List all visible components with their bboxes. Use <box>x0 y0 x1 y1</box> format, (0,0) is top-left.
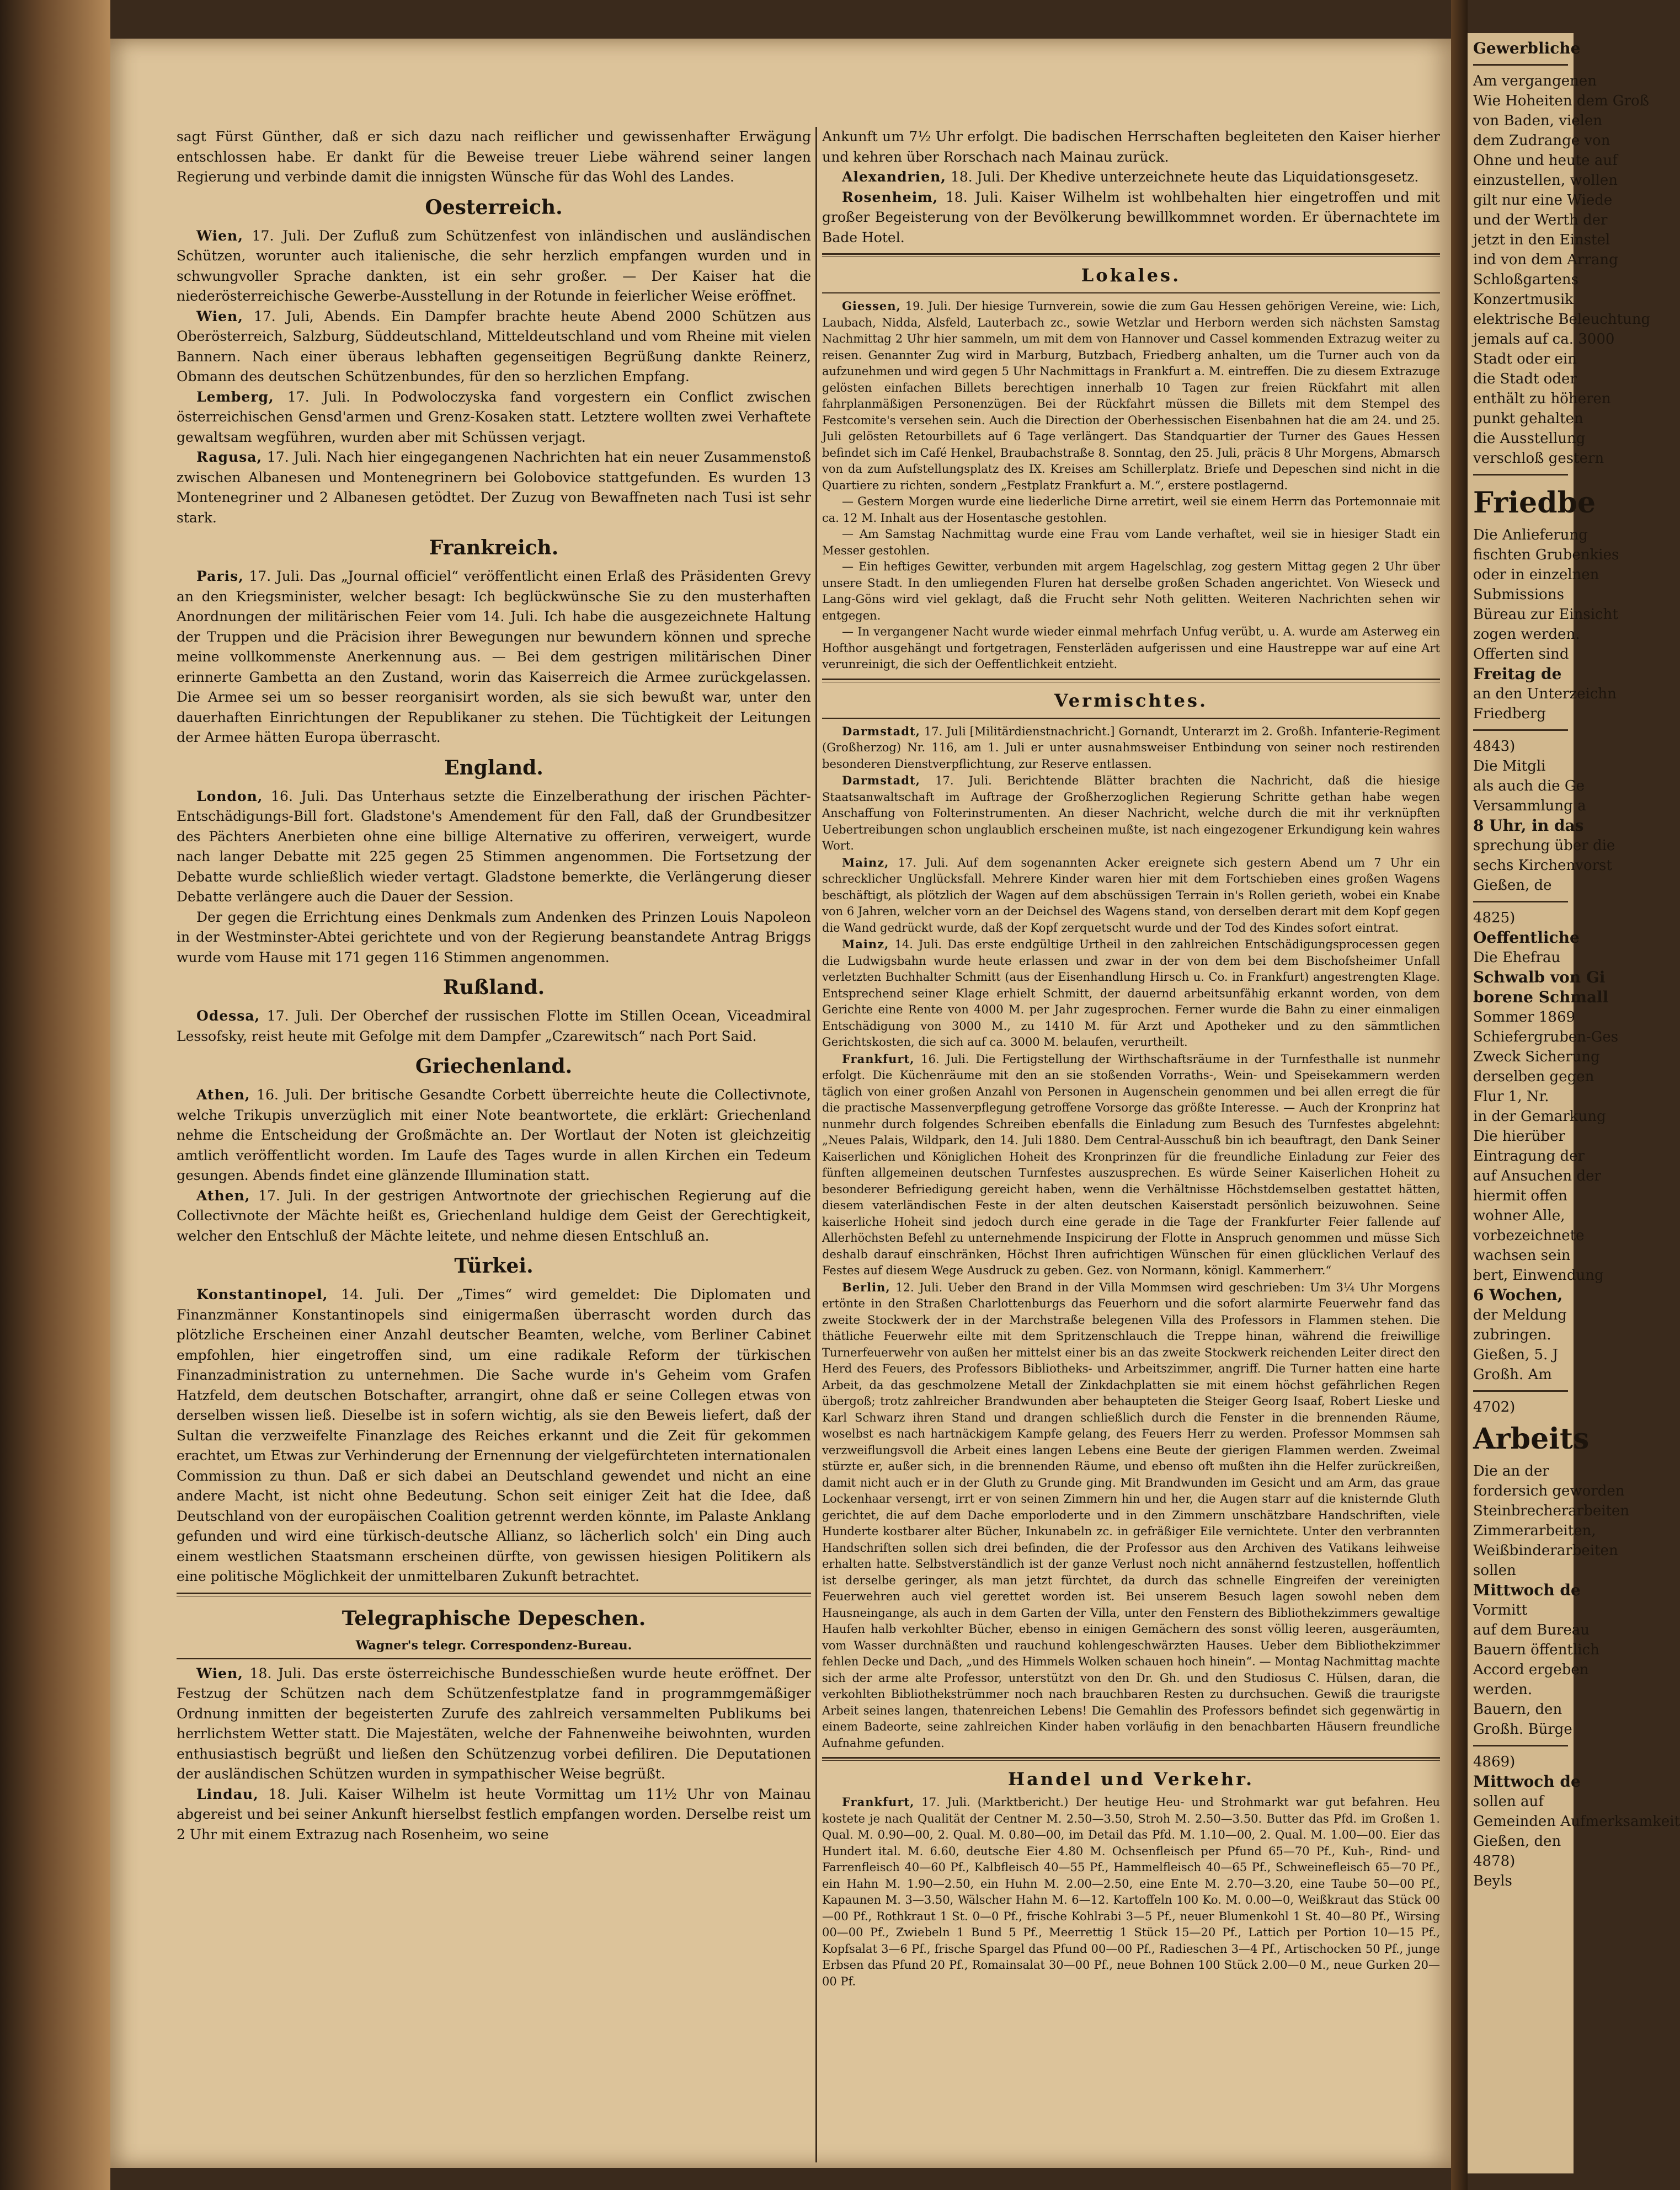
np-line: Konzertmusik <box>1473 291 1574 308</box>
np-line: Steinbrecherarbeiten <box>1473 1503 1630 1519</box>
section-divider <box>822 1757 1440 1761</box>
news-item: Lindau, 18. Juli. Kaiser Wilhelm ist heute Vormittag um 11½ Uhr von Mainau abgereist und bei seiner Ankunft hierselbst festlich empfangen worden. Derselbe reist um 2 Uhr mit einem Extrazug nach Rosenheim, wo seine <box>177 1786 811 1842</box>
np-line: Flur 1, Nr. <box>1473 1088 1549 1105</box>
section-heading-russland: Rußland. <box>442 976 545 999</box>
news-item: Frankfurt, 16. Juli. Die Fertigstellung der Wirthschaftsräume in der Turnfesthalle ist nunmehr erfolgt. Die Küchenräume mit den an sie stoßenden Vorraths-, Wein- und Speisekammern werden täglich von einer großen Anzahl von Personen in Augenschein genommen und bei allen erregt die für die practische Massenverpflegung getroffene Vorsorge das größte Interesse. — Auch der Kronprinz hat nunmehr durch folgendes Schreiben ebenfalls die Einladung zum Besuch des Turnfestes abgelehnt: „Neues Palais, Wildpark, den 14. Juli 1880. Dem Central-Ausschuß bin ich beauftragt, den Dank Seiner Kaiserlichen und Königlichen Hoheit des Kronprinzen für die freundliche Einladung zur Feier des fünften allgemeinen deutschen Turnfestes auszusprechen. Es würde Seiner Kaiserlichen Hoheit zu besonderer Befriedigung gereicht haben, wenn die Verhältnisse Höchstdemselben gestattet hätten, diesem vaterländischen Feste in der alten deutschen Kaiserstadt persönlich beizuwohnen. Seine kaiserliche Hoheit sind jedoch durch eine gerade in die Tage der Frankfurter Feier fallende auf Allerhöchsten Befehl zu unternehmende Inspicirung der Flotte in Anspruch genommen und müsse Sich deshalb darauf einschränken, Höchst Ihren aufrichtigen Wünschen für einen glücklichen Verlauf des Festes auf diesem Wege Ausdruck zu geben. Gez. von Normann, königl. Kammerherr.“ <box>822 1051 1440 1277</box>
np-line: Die hierüber <box>1473 1128 1565 1145</box>
news-item: Wien, 17. Juli. Der Zufluß zum Schützenfest von inländischen und ausländischen Schützen, worunter auch italienische, die sehr herzlich empfangen wurden und in schwungvoller Sprache dankten, ist ein sehr großer. — Der Kaiser hat die niederösterreichische Gewerbe-Ausstellung in der Rotunde in feierlicher Weise eröffnet. <box>177 227 811 304</box>
np-line: hiermit offen <box>1473 1188 1567 1204</box>
column-rule <box>815 127 817 2162</box>
np-line: wohner Alle, <box>1473 1208 1565 1224</box>
np-line: 4878) <box>1473 1853 1516 1869</box>
np-heading: Arbeits <box>1473 1422 1590 1456</box>
np-line: derselben gegen <box>1473 1069 1594 1085</box>
section-heading-england: England. <box>444 756 543 779</box>
np-line: Wie Hoheiten dem Groß <box>1473 93 1650 109</box>
np-line: Gemeinden Aufmerksamkeit <box>1473 1813 1680 1830</box>
np-line: 4702) <box>1473 1399 1516 1416</box>
news-item: Mainz, 14. Juli. Das erste endgültige Urtheil in den zahlreichen Entschädigungsprocessen gegen die Ludwigsbahn wurde heute erlassen und zwar in der von dem bei dem Bischofsheimer Unfall verletzten Buchhalter Schmitt (aus der Eisenhandlung Hirsch u. Co. in Frankfurt) angestrengten Klage. Entsprechend seiner Klage erhielt Schmitt, der dauernd arbeitsunfähig erkannt worden, von dem Gerichte eine Rente von 4000 M. per Jahr zugesprochen. Ferner wurde die Bahn zu einer einmaligen Entschädigung von 3000 M., zu 1410 M. für Arzt und Apotheker und zu den sämmtlichen Gerichtskosten, die sich auf ca. 3000 M. belaufen, verurtheilt. <box>822 937 1440 1049</box>
np-heading: Friedbe <box>1473 486 1596 520</box>
news-item: Wien, 18. Juli. Das erste österreichische Bundesschießen wurde heute eröffnet. Der Festzug der Schützen nach dem Schützenfestplatze fand in programmgemäßiger Ordnung inmitten der begeisterten Zurufe des zahlreich versammelten Publikums bei herrlichstem Wetter statt. Die Majestäten, welche der Fahnenweihe beiwohnten, wurden enthusiastisch begrüßt und ließen den Schützenzug vorbei defiliren. Die Deputationen der ausländischen Schützen wurden in sympathischer Weise begrüßt. <box>177 1665 811 1782</box>
np-line: Schwalb von Gi <box>1473 968 1606 986</box>
np-line: sollen auf <box>1473 1793 1544 1810</box>
news-item: Darmstadt, 17. Juli. Berichtende Blätter brachten die Nachricht, daß die hiesige Staatsanwaltschaft im Auftrage der Großherzoglichen Regierung Schritte gethan habe wegen Anschaffung von Folterinstrumenten. An dieser Nachricht, welche durch die mit ihr verknüpften Uebertreibungen schon unglaublich erscheinen mußte, ist nach eingezogener Erkundigung kein wahres Wort. <box>822 773 1440 852</box>
np-line: werden. <box>1473 1681 1533 1698</box>
news-item: — In vergangener Nacht wurde wieder einmal mehrfach Unfug verübt, u. A. wurde am Asterweg ein Hofthor ausgehängt und fortgetragen, Fensterläden aufgerissen und eine Haustreppe war auf eine Art verunreinigt, die sich der Oeffentlichkeit entzieht. <box>822 625 1440 671</box>
np-divider <box>1473 729 1568 731</box>
np-line: Versammlung a <box>1473 798 1586 814</box>
np-line: Zweck Sicherung <box>1473 1049 1600 1065</box>
news-item: Athen, 16. Juli. Der britische Gesandte Corbett überreichte heute die Collectivnote, welche Trikupis unverzüglich mit einer Note beantwortete, die erklärt: Griechenland nehme die Entscheidung der Großmächte an. Der Wortlaut der Noten ist gleichzeitig amtlich veröffentlicht worden. Im Laufe des Tages wurde in allen Kirchen ein Tedeum gesungen. Abends findet eine glänzende Illumination statt. <box>177 1087 811 1183</box>
np-line: an den Unterzeichn <box>1473 686 1617 702</box>
np-line: 4825) <box>1473 910 1516 926</box>
news-item: Odessa, 17. Juli. Der Oberchef der russischen Flotte im Stillen Ocean, Viceadmiral Lessofsky, reist heute mit Gefolge mit dem Dampfer „Czarewitsch“ nach Port Said. <box>177 1008 812 1044</box>
news-item: — Gestern Morgen wurde eine liederliche Dirne arretirt, weil sie einem Herrn das Portemonnaie mit ca. 12 M. Inhalt aus der Hosentasche gestohlen. <box>822 495 1440 525</box>
section-heading-oesterreich: Oesterreich. <box>425 195 563 219</box>
news-item: Konstantinopel, 14. Juli. Der „Times“ wird gemeldet: Die Diplomaten und Finanzmänner Konstantinopels sind einigermaßen überrascht worden durch das plötzliche Erscheinen einer Anzahl deutscher Beamten, welche, vom Berliner Cabinet empfohlen, hier eingetroffen sind, um eine radikale Reform der türkischen Finanzadministration zu unternehmen. Die Sache wurde in's Geheim vom Grafen Hatzfeld, dem deutschen Botschafter, arrangirt, ohne daß er seine Collegen etwas von derselben wissen ließ. Dieselbe ist in sofern wichtig, als sie den Beweis liefert, daß der Sultan die verzweifelte Finanzlage des Reiches erkannt und die Zeit für gekommen erachtet, um Etwas zur Verhinderung der Ernennung der vielgefürchteten internationalen Commission zu thun. Daß er sich dabei an Deutschland gewendet und nicht an eine andere Macht, ist nicht ohne Bedeutung. Schon seit einiger Zeit hat die Idee, daß Deutschland von der europäischen Coalition getrennt werden könnte, im Palaste Anklang gefunden und wird eine türkisch-deutsche Allianz, so lächerlich solch' ein Ding auch einem westlichen Staatsmann erscheinen dürfte, von gewissen hiesigen Politikern als eine politische Möglichkeit der unmittelbaren Zukunft betrachtet. <box>177 1286 812 1584</box>
np-divider <box>1473 474 1568 476</box>
news-item: Athen, 17. Juli. In der gestrigen Antwortnote der griechischen Regierung auf die Collectivnote der Mächte heißt es, Griechenland huldige dem Geist der Gerechtigkeit, welcher den Entschluß der Mächte leitete, und nehme diesen Entschluß an. <box>177 1187 812 1244</box>
np-line: sollen <box>1473 1562 1516 1579</box>
np-line: gilt nur eine Wiede <box>1473 192 1613 209</box>
np-line: Submissions <box>1473 586 1564 603</box>
np-line: ind von dem Arrang <box>1473 252 1618 268</box>
news-item: — Am Samstag Nachmittag wurde eine Frau vom Lande verhaftet, weil sie in hiesiger Stadt ein Messer gestohlen. <box>822 527 1440 557</box>
np-line: verschloß gestern <box>1473 450 1604 467</box>
section-heading-frankreich: Frankreich. <box>429 536 559 559</box>
np-line: als auch die Ge <box>1473 778 1585 794</box>
np-line: Gießen, de <box>1473 877 1552 894</box>
np-line: Großh. Am <box>1473 1366 1552 1383</box>
heading-divider <box>822 292 1440 293</box>
telegraph-subheading: Wagner's telegr. Correspondenz-Bureau. <box>355 1638 632 1653</box>
news-item: Der gegen die Errichtung eines Denkmals zum Andenken des Prinzen Louis Napoleon in der Westminster-Abtei gerichtete und von der Regierung beanstandete Antrag Briggs wurde vom Hause mit 171 gegen 116 Stimmen angenommen. <box>177 909 811 965</box>
np-line: punkt gehalten <box>1473 410 1583 427</box>
np-line: Die Mitgli <box>1473 758 1546 774</box>
news-item: Paris, 17. Juli. Das „Journal officiel“ veröffentlicht einen Erlaß des Präsidenten Grevy an den Kriegsminister, welcher besagt: Ich beglückwünsche Sie zu den musterhaften Anordnungen der militärischen Feier vom 14. Juli. Ich habe die ausgezeichnete Haltung der Truppen und die Präcision ihrer Bewegungen nur bewundern können und spreche meine vollkommenste Anerkennung aus. — Bei dem gestrigen militärischen Diner erinnerte Gambetta an den Zustand, worin das Kaiserreich die Armee zurückgelassen. Die Armee sei um so besser reorganisirt worden, als sie sich bewußt war, unter den dauerhaften Einrichtungen der Republikaner zu stehen. Die Tüchtigkeit der Leitungen der Armee hätten Europa überrascht. <box>177 568 811 745</box>
news-item: Rosenheim, 18. Juli. Kaiser Wilhelm ist wohlbehalten hier eingetroffen und mit großer Begeisterung von der Bevölkerung bewillkommnet worden. Er übernachtete im Bade Hotel. <box>822 189 1440 245</box>
np-line: die Ausstellung <box>1473 430 1586 447</box>
news-item: Wien, 17. Juli, Abends. Ein Dampfer brachte heute Abend 2000 Schützen aus Oberösterreich, Salzburg, Süddeutschland, Mitteldeutschland und vom Rheine mit vielen Bannern. Nach einer überaus lebhaften gegenseitigen Begrüßung dankte Reinerz, Obmann des deutschen Schützenbundes, für den so herzlichen Empfang. <box>177 308 812 384</box>
news-item: Frankfurt, 17. Juli. (Marktbericht.) Der heutige Heu- und Strohmarkt war gut befahren. Heu kostete je nach Qualität der Centner M. 2.50—3.50, Stroh M. 2.50—3.50. Butter das Pfd. im Großen 1. Qual. M. 0.90—00, 2. Qual. M. 0.80—00, im Detail das Pfd. M. 1.10—00, 2. Qual. M. 1.00—00. Eier das Hundert ital. M. 6.60, deutsche Eier 4.80 M. Ochsenfleisch per Pfund 65—70 Pf., Kuh-, Rind- und Farrenfleisch 40—60 Pf., Kalbfleisch 40—55 Pf., Hammelfleisch 40—65 Pf., Schweinefleisch 65—70 Pf., ein Hahn M. 1.90—2.50, ein Huhn M. 2.00—2.50, eine Ente M. 2.70—3.20, eine Taube 50—00 Pf., Kapaunen M. 3—3.50, Wälscher Hahn M. 6—12. Kartoffeln 100 Ko. M. 0.00—0, Weißkraut das Stück 00—00 Pf., Rothkraut 1 St. 0—0 Pf., frische Kohlrabi 3—5 Pf., neuer Blumenkohl 1 St. 40—80 Pf., Wirsing 00—00 Pf., Zwiebeln 1 Bund 5 Pf., Meerrettig 1 Stück 15—20 Pf., Lattich per Portion 10—15 Pf., Kopfsalat 3—6 Pf., frische Spargel das Pfund 00—00 Pf., Radieschen 3—4 Pf., Artischocken 50 Pf., junge Erbsen das Pfund 20 Pf., Romainsalat 30—00 Pf., neue Bohnen 100 Stück 2.00—0 M., neue Gurken 20—00 Pf. <box>822 1795 1440 1988</box>
news-item: Berlin, 12. Juli. Ueber den Brand in der Villa Mommsen wird geschrieben: Um 3¼ Uhr Morgens ertönte in den Straßen Charlottenburgs das Feuerhorn und die sofort alarmirte Feuerwehr fand das zweite Stockwerk der in der Marchstraße belegenen Villa des Professors in Flammen stehen. Die thätliche Feuerwehr eilte mit dem Spritzenschlauch die Treppe hinan, während die freiwillige Turnerfeuerwehr von außen her mittelst einer bis an das zweite Stockwerk reichenden Leiter direct den Herd des Feuers, des Professors Bibliotheks- und Arbeitszimmer, angriff. Die Turner hatten eine harte Arbeit, da das geschmolzene Metall der Zinkdachplatten sie mit einem höchst gefährlichen Regen übergoß; trotz zahlreicher Brandwunden aber behaupteten die Steiger Georg Isaaf, Robert Lieske und Karl Schwarz ihren Stand und drangen schließlich durch die Fenster in die brennenden Räume, woselbst es nach hartnäckigem Kampfe gelang, des Feuers Herr zu werden. Professor Mommsen sah verzweiflungsvoll die Arbeit eines langen Lebens eine Beute der gierigen Flammen werden. Zweimal stürzte er, außer sich, in die brennenden Räume, und ebenso oft mußten ihn die Helfer zurückreißen, damit nicht auch er in der Gluth zu Grunde ging. Mit Brandwunden im Gesicht und am Arm, das graue Lockenhaar versengt, irrt er von seinen Zimmern hin und her, die Augen starr auf die knisternde Gluth gerichtet, die auf dem Dache emporloderte und in den Zimmern unschätzbare Handschriften, viele Hunderte kostbarer alter Bücher, Inkunabeln zc. in gefräßiger Eile vernichtete. Unter den verbrannten Handschriften sollen sich drei befinden, die der Professor aus den Archiven des Vatikans leihweise erhalten hatte. Selbstverständlich ist der ganze Verlust noch nicht annähernd festzustellen, hoffentlich ist derselbe geringer, als man jetzt fürchtet, da durch das schnelle Eingreifen der vereinigten Feuerwehren auch viel gerettet worden ist. Bei unserem Besuch lagen sowohl neben dem Hausneingange, als auch in dem Garten der Villa, unter den Fenstern des Bibliothekzimmers gewaltige Haufen halb verkohlter Bücher, ebenso in einigen Gemächern des sonst völlig leeren, ausgeräumten, vom Wasser durchnäßten und rauchund kohlengeschwärzten Hauses. Ueber dem Bibliothekzimmer fehlen Decke und Dach, „und des Himmels Wolken schauen hoch hinein“. — Montag Nachmittag machte sich der arme alte Professor, unterstützt von den Dr. Gh. und den Studiosus C. Hülsen, daran, die verkohlten Bibliothekstrümmer noch nach brauchbaren Resten zu durchsuchen. Gewiß die traurigste Arbeit seines langen, thatenreichen Lebens! Die Gemahlin des Professors befindet sich gegenwärtig in einem Badeorte, seine zahlreichen Kinder haben vorläufig in den benachbarten Häusern freundliche Aufnahme gefunden. <box>822 1280 1440 1750</box>
news-item: Mainz, 17. Juli. Auf dem sogenannten Acker ereignete sich gestern Abend um 7 Uhr ein schrecklicher Unglücksfall. Mehrere Kinder waren hier mit dem Fortschieben eines großen Wagens beschäftigt, als plötzlich der Wagen auf dem abschüssigen Terrain in's Rollen gerieth, wobei ein Knabe von 6 Jahren, welcher vorn an der Deichsel des Wagens stand, von derselben derart mit dem Kopf gegen die Wand gedrückt wurde, daß der Kopf zerquetscht wurde und der Tod des Kindes sofort eintrat. <box>822 855 1440 934</box>
np-line: auf dem Bureau <box>1473 1622 1590 1638</box>
section-heading-telegraph: Telegraphische Depeschen. <box>342 1606 646 1630</box>
np-line: 4843) <box>1473 738 1516 755</box>
np-line: Gießen, 5. J <box>1473 1347 1558 1363</box>
section-heading-lokales: Lokales. <box>1081 265 1181 286</box>
left-column <box>177 127 811 1845</box>
np-line: und der Werth der <box>1473 212 1608 228</box>
np-line: borene Schmall <box>1473 988 1609 1006</box>
news-item: Giessen, 19. Juli. Der hiesige Turnverein, sowie die zum Gau Hessen gehörigen Vereine, wie: Lich, Laubach, Nidda, Alsfeld, Lauterbach zc., sowie Wetzlar und Herborn werden sich nächsten Samstag Nachmittag 2 Uhr hier sammeln, um mit dem von Hannover und Cassel kommenden Extrazug weiter zu reisen. Genannter Zug wird in Marburg, Butzbach, Friedberg anhalten, um die Turner auch von da aufzunehmen und wird gegen 5 Uhr Nachmittags in Frankfurt a. M. eintreffen. Die zu diesem Extrazuge gelösten einfachen Billets berechtigen innerhalb 10 Tagen zur freien Rückfahrt mit allen fahrplanmäßigen Personenzügen. Bei der Rückfahrt müssen die Billets mit dem Stempel des Festcomite's versehen sein. Auch die Direction der Oberhessischen Eisenbahnen hat die am 24. und 25. Juli gelösten Retourbillets auf 6 Tage verlängert. Das Standquartier der Turner des Gaues Hessen befindet sich im Café Henkel, Braubachstraße 8. Sonntag, den 25. Juli, präcis 8 Uhr Morgens, Abmarsch von da zum Aufstellungsplatz des IX. Kreises am Schillerplatz. Briefe und Depeschen sind nicht in die Quartiere zu richten, sondern „Festplatz Frankfurt a. M.“, erstere postlagernd. <box>822 299 1440 492</box>
np-line: Accord ergeben <box>1473 1662 1589 1678</box>
np-line: sprechung über die <box>1473 837 1615 854</box>
np-line: Weißbinderarbeiten <box>1473 1542 1618 1559</box>
section-divider <box>822 679 1440 682</box>
np-line: Offerten sind <box>1473 646 1569 663</box>
section-heading-tuerkei: Türkei. <box>454 1254 534 1278</box>
np-line: Mittwoch de <box>1473 1772 1581 1791</box>
section-divider <box>177 1593 811 1596</box>
section-heading-vermischtes: Vermischtes. <box>1054 690 1208 711</box>
np-line: fordersich geworden <box>1473 1483 1625 1499</box>
np-line: enthält zu höheren <box>1473 391 1611 407</box>
np-line: sechs Kirchenvorst <box>1473 857 1612 874</box>
news-item: Darmstadt, 17. Juli [Militärdienstnachricht.] Gornandt, Unterarzt im 2. Großh. Infanterie-Regiment (Großherzog) Nr. 116, am 1. Juli er unter ausnahmsweiser Entbindung von seiner noch restirenden besonderen Dienstverpflichtung, zur Reserve entlassen. <box>822 724 1440 771</box>
right-column <box>822 127 1440 1990</box>
np-line: oder in einzelnen <box>1473 567 1599 583</box>
section-divider <box>822 253 1440 257</box>
np-line: Gewerbliche <box>1473 39 1581 57</box>
np-line: Büreau zur Einsicht <box>1473 606 1618 623</box>
np-line: dem Zudrange von <box>1473 132 1610 149</box>
news-item: Ragusa, 17. Juli. Nach hier eingegangenen Nachrichten hat ein neuer Zusammenstoß zwischen Albanesen und Montenegrinern bei Golobovice stattgefunden. Es wurden 13 Montenegriner und 2 Albanesen getödtet. Der Zuzug von Bewaffneten nach Tusi ist sehr stark. <box>177 449 812 526</box>
np-line: Die Ehefrau <box>1473 949 1561 966</box>
news-item: Lemberg, 17. Juli. In Podwoloczyska fand vorgestern ein Conflict zwischen österreichischen Gensd'armen und Grenz-Kosaken statt. Letztere wollten zwei Verhaftete gewaltsam wegführen, wurden aber mit Schüssen verjagt. <box>177 388 811 445</box>
np-line: Eintragung der <box>1473 1148 1585 1165</box>
np-line: 4869) <box>1473 1754 1516 1770</box>
np-line: jetzt in den Einstel <box>1473 232 1610 248</box>
np-line: in der Gemarkung <box>1473 1108 1606 1125</box>
np-line: von Baden, vielen <box>1473 113 1603 129</box>
np-line: Freitag de <box>1473 665 1562 683</box>
telegraph-continuation: Ankunft um 7½ Uhr erfolgt. Die badischen Herrschaften begleiteten den Kaiser hierher und kehren über Rorschach nach Mainau zurück. <box>822 129 1440 165</box>
np-line: zogen werden. <box>1473 626 1580 643</box>
np-line: bert, Einwendung <box>1473 1267 1604 1284</box>
np-divider <box>1473 901 1568 902</box>
adjacent-page <box>1468 33 1680 2173</box>
page-gutter <box>1451 0 1468 2190</box>
np-line: Die Anlieferung <box>1473 527 1588 543</box>
subheading-divider <box>177 1658 811 1659</box>
np-line: Vormitt <box>1473 1602 1528 1619</box>
np-line: Zimmerarbeiten, <box>1473 1523 1596 1539</box>
np-line: fischten Grubenkies <box>1473 547 1619 563</box>
np-line: Mittwoch de <box>1473 1581 1581 1599</box>
news-item: Alexandrien, 18. Juli. Der Khedive unterzeichnete heute das Liquidationsgesetz. <box>842 169 1419 185</box>
np-line: einzustellen, wollen <box>1473 172 1618 189</box>
np-line: Am vergangenen <box>1473 73 1597 89</box>
newspaper-page <box>110 39 1451 2168</box>
np-line: vorbezeichnete <box>1473 1227 1585 1244</box>
np-line: Friedberg <box>1473 706 1546 722</box>
np-line: zubringen. <box>1473 1327 1551 1343</box>
np-line: Bauern, den <box>1473 1701 1562 1718</box>
section-heading-griechenland: Griechenland. <box>415 1055 573 1078</box>
np-divider <box>1473 1745 1568 1746</box>
intro-paragraph: sagt Fürst Günther, daß er sich dazu nach reiflicher und gewissenhafter Erwägung entschlossen habe. Er dankt für die Beweise treuer Liebe während seiner langen Regierung und verbinde damit die innigsten Wünsche für das Wohl des Landes. <box>177 129 811 185</box>
np-line: die Stadt oder <box>1473 371 1577 387</box>
np-line: Gießen, den <box>1473 1833 1561 1850</box>
np-divider <box>1473 1390 1568 1392</box>
np-line: wachsen sein <box>1473 1247 1571 1264</box>
np-line: 6 Wochen, <box>1473 1286 1563 1304</box>
np-line: Großh. Bürge <box>1473 1721 1572 1738</box>
np-line: der Meldung <box>1473 1307 1567 1323</box>
section-heading-handel: Handel und Verkehr. <box>1007 1769 1255 1790</box>
np-line: Ohne und heute auf <box>1473 152 1618 169</box>
news-item: — Ein heftiges Gewitter, verbunden mit argem Hagelschlag, zog gestern Mittag gegen 2 Uhr über unsere Stadt. In den umliegenden Fluren hat derselbe großen Schaden angerichtet. Von Wieseck und Lang-Göns wird viel geklagt, daß die Frucht sehr Noth gelitten. Weiteren Nachrichten sehen wir entgegen. <box>822 560 1440 622</box>
np-line: Die an der <box>1473 1463 1549 1479</box>
np-heading: Oeffentliche <box>1473 928 1580 947</box>
np-line: elektrische Beleuchtung <box>1473 311 1651 328</box>
np-divider <box>1473 64 1568 66</box>
adjacent-page-text <box>1468 33 1680 1897</box>
news-item: London, 16. Juli. Das Unterhaus setzte die Einzelberathung der irischen Pächter-Entschädigungs-Bill fort. Gladstone's Amendement für den Fall, daß der Grundbesitzer des Pächters Anerbieten ohne eine billige Alternative zu offeriren, verweigert, wurde nach langer Debatte mit 225 gegen 25 Stimmen angenommen. Die Fortsetzung der Debatte wurde schließlich wieder vertagt. Gladstone bemerkte, die Verlängerung dieser Debatte verlängere auch die Dauer der Session. <box>177 788 811 905</box>
heading-divider <box>822 718 1440 719</box>
np-line: Bauern öffentlich <box>1473 1642 1599 1658</box>
np-line: auf Ansuchen der <box>1473 1168 1601 1184</box>
np-line: Stadt oder ein <box>1473 351 1577 367</box>
np-line: jemals auf ca. 3000 <box>1473 331 1615 348</box>
np-line: Sommer 1869 <box>1473 1009 1576 1025</box>
book-binding <box>0 0 110 2190</box>
np-line: Beyls <box>1473 1873 1512 1889</box>
np-line: 8 Uhr, in das <box>1473 816 1584 835</box>
np-line: Schiefergruben-Ges <box>1473 1029 1619 1045</box>
np-line: Schloßgartens <box>1473 271 1578 288</box>
